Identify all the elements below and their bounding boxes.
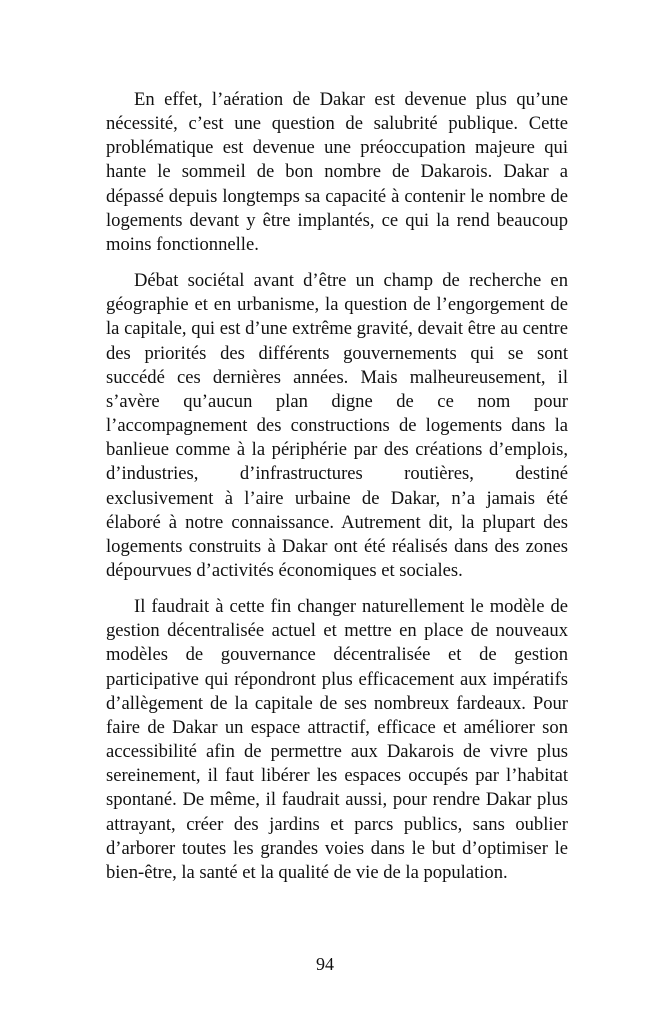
page-body	[106, 88, 568, 885]
page-number: 94	[316, 954, 334, 974]
paragraph-2: Débat sociétal avant d’être un champ de recherche en géographie et en urbanisme, la question de l’engorgement de la capitale, qui est d’une extrême gravité, devait être au centre des priorités des différents gouvernements qui se sont succédé ces dernières années. Mais malheureusement, il s’avère qu’aucun plan digne de ce nom pour l’accompagnement des constructions de logements dans la banlieue comme à la périphérie par des créations d’emplois, d’industries, d’infrastructures routières, destiné exclusivement à l’aire urbaine de Dakar, n’a jamais été élaboré à notre connaissance. Autrement dit, la plupart des logements construits à Dakar ont été réalisés dans des zones dépourvues d’activités économiques et sociales.	[106, 270, 568, 581]
paragraph-1: En effet, l’aération de Dakar est devenue plus qu’une nécessité, c’est une question de salubrité publique. Cette problématique est devenue une préoccupation majeure qui hante le sommeil de bon nombre de Dakarois. Dakar a dépassé depuis longtemps sa capacité à contenir le nombre de logements devant y être implantés, ce qui la rend beaucoup moins fonctionnelle.	[106, 89, 568, 255]
paragraph-3: Il faudrait à cette fin changer naturellement le modèle de gestion décentralisée actuel et mettre en place de nouveaux modèles de gouvernance décentralisée et de gestion participative qui répondront plus efficacement aux impératifs d’allègement de la capitale de ses nombreux fardeaux. Pour faire de Dakar un espace attractif, efficace et améliorer son accessibilité afin de permettre aux Dakarois de vivre plus sereinement, il faut libérer les espaces occupés par l’habitat spontané. De même, il faudrait aussi, pour rendre Dakar plus attrayant, créer des jardins et parcs publics, sans oublier d’arborer toutes les grandes voies dans le but d’optimiser le bien-être, la santé et la qualité de vie de la population.	[106, 596, 568, 883]
